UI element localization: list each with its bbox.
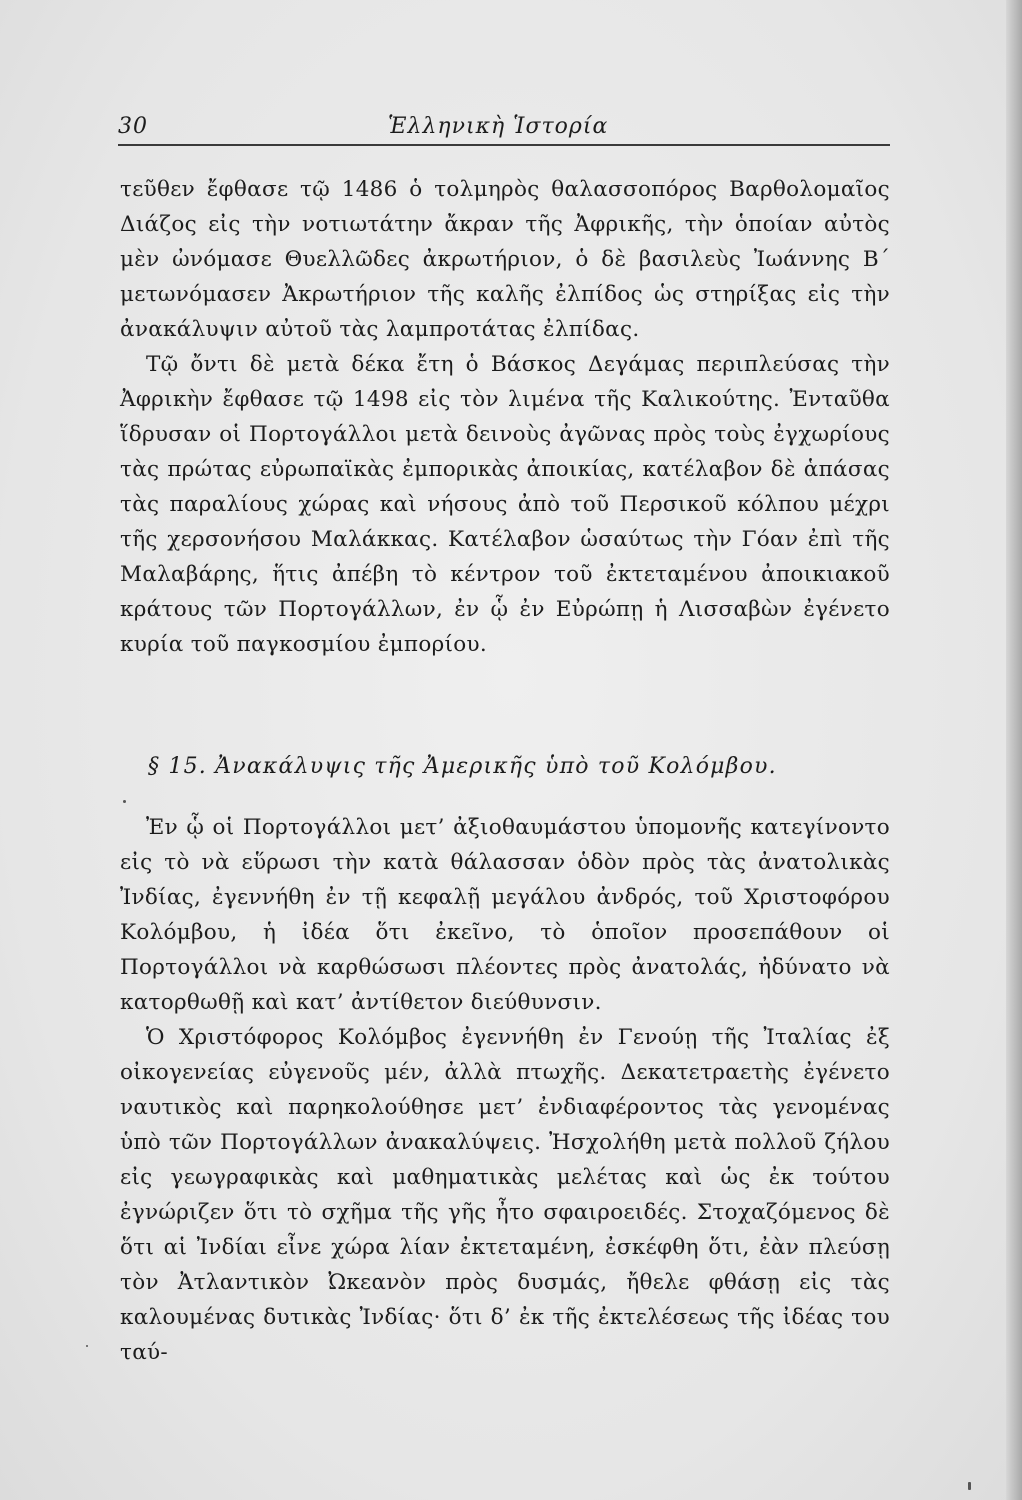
- print-speck: [968, 1482, 971, 1490]
- paragraph-vasco-da-gama: Τῷ ὄντι δὲ μετὰ δέκα ἔτη ὁ Βάσκος Δεγάμας περιπλεύσας τὴν Ἀφρικὴν ἔφθασε τῷ 1498 εἰς τὸν λιμένα τῆς Καλικούτης. Ἐνταῦθα ἵδρυσαν οἱ Πορτογάλλοι μετὰ δεινοὺς ἀγῶνας πρὸς τοὺς ἐγχωρίους τὰς πρώτας εὐρωπαϊκὰς ἐμπορικὰς ἀποικίας, κατέλαβον δὲ ἁπάσας τὰς παραλίους χώρας καὶ νήσους ἀπὸ τοῦ Περσικοῦ κόλπου μέχρι τῆς χερσονήσου Μαλάκκας. Κατέλαβον ὡσαύτως τὴν Γόαν ἐπὶ τῆς Μαλαβάρης, ἥτις ἀπέβη τὸ κέντρον τοῦ ἐκτεταμένου ἀποικιακοῦ κράτους τῶν Πορτογάλλων, ἐν ᾧ ἐν Εὐρώπῃ ἡ Λισσαβὼν ἐγένετο κυρία τοῦ παγκοσμίου ἐμπορίου.: [120, 352, 890, 657]
- header-rule: [118, 144, 890, 146]
- running-title: Ἑλληνικὴ Ἱστορία: [388, 114, 609, 139]
- page-edge-shadow: [1006, 0, 1022, 1500]
- print-speck: [123, 800, 126, 803]
- body-text-after-section: [120, 810, 890, 1370]
- paragraph-diaz-cape: τεῦθεν ἔφθασε τῷ 1486 ὁ τολμηρὸς θαλασσοπόρος Βαρθολομαῖος Διάζος εἰς τὴν νοτιωτάτην ἄκραν τῆς Ἀφρικῆς, τὴν ὁποίαν αὐτὸς μὲν ὠνόμασε Θυελλῶδες ἀκρωτήριον, ὁ δὲ βασιλεὺς Ἰωάννης Β΄ μετωνόμασεν Ἀκρωτήριον τῆς καλῆς ἐλπίδος ὡς στηρίξας εἰς τὴν ἀνακάλυψιν αὐτοῦ τὰς λαμπροτάτας ἐλπίδας.: [120, 177, 890, 342]
- paragraph-columbus-biography: Ὁ Χριστόφορος Κολόμβος ἐγεννήθη ἐν Γενούῃ τῆς Ἰταλίας ἐξ οἰκογενείας εὐγενοῦς μέν, ἀλλὰ πτωχῆς. Δεκατετραετὴς ἐγένετο ναυτικὸς καὶ παρηκολούθησε μετ’ ἐνδιαφέροντος τὰς γενομένας ὑπὸ τῶν Πορτογάλλων ἀνακαλύψεις. Ἠσχολήθη μετὰ πολλοῦ ζήλου εἰς γεωγραφικὰς καὶ μαθηματικὰς μελέτας καὶ ὡς ἐκ τούτου ἐγνώριζεν ὅτι τὸ σχῆμα τῆς γῆς ἦτο σφαιροειδές. Στοχαζόμενος δὲ ὅτι αἱ Ἰνδίαι εἶνε χώρα λίαν ἐκτεταμένη, ἐσκέφθη ὅτι, ἐὰν πλεύσῃ τὸν Ἀτλαντικὸν Ὠκεανὸν πρὸς δυσμάς, ἤθελε φθάσῃ εἰς τὰς καλουμένας δυτικὰς Ἰνδίας· ὅτι δ’ ἐκ τῆς ἐκτελέσεως τῆς ἰδέας του ταύ-: [120, 1025, 890, 1365]
- body-text-before-section: [120, 172, 890, 662]
- paragraph-columbus-idea: Ἐν ᾧ οἱ Πορτογάλλοι μετ’ ἀξιοθαυμάστου ὑπομονῆς κατεγίνοντο εἰς τὸ νὰ εὕρωσι τὴν κατὰ θάλασσαν ὁδὸν πρὸς τὰς ἀνατολικὰς Ἰνδίας, ἐγεννήθη ἐν τῇ κεφαλῇ μεγάλου ἀνδρός, τοῦ Χριστοφόρου Κολόμβου, ἡ ἰδέα ὅτι ἐκεῖνο, τὸ ὁποῖον προσεπάθουν οἱ Πορτογάλλοι νὰ καρθώσωσι πλέοντες πρὸς ἀνατολάς, ἠδύνατο νὰ κατορθωθῇ καὶ κατ’ ἀντίθετον διεύθυνσιν.: [120, 815, 890, 1015]
- page-number: 30: [118, 114, 148, 139]
- section-heading: § 15. Ἀνακάλυψις τῆς Ἀμερικῆς ὑπὸ τοῦ Κολόμβου.: [148, 754, 777, 779]
- page-header: [118, 108, 890, 148]
- print-speck: [86, 1345, 88, 1347]
